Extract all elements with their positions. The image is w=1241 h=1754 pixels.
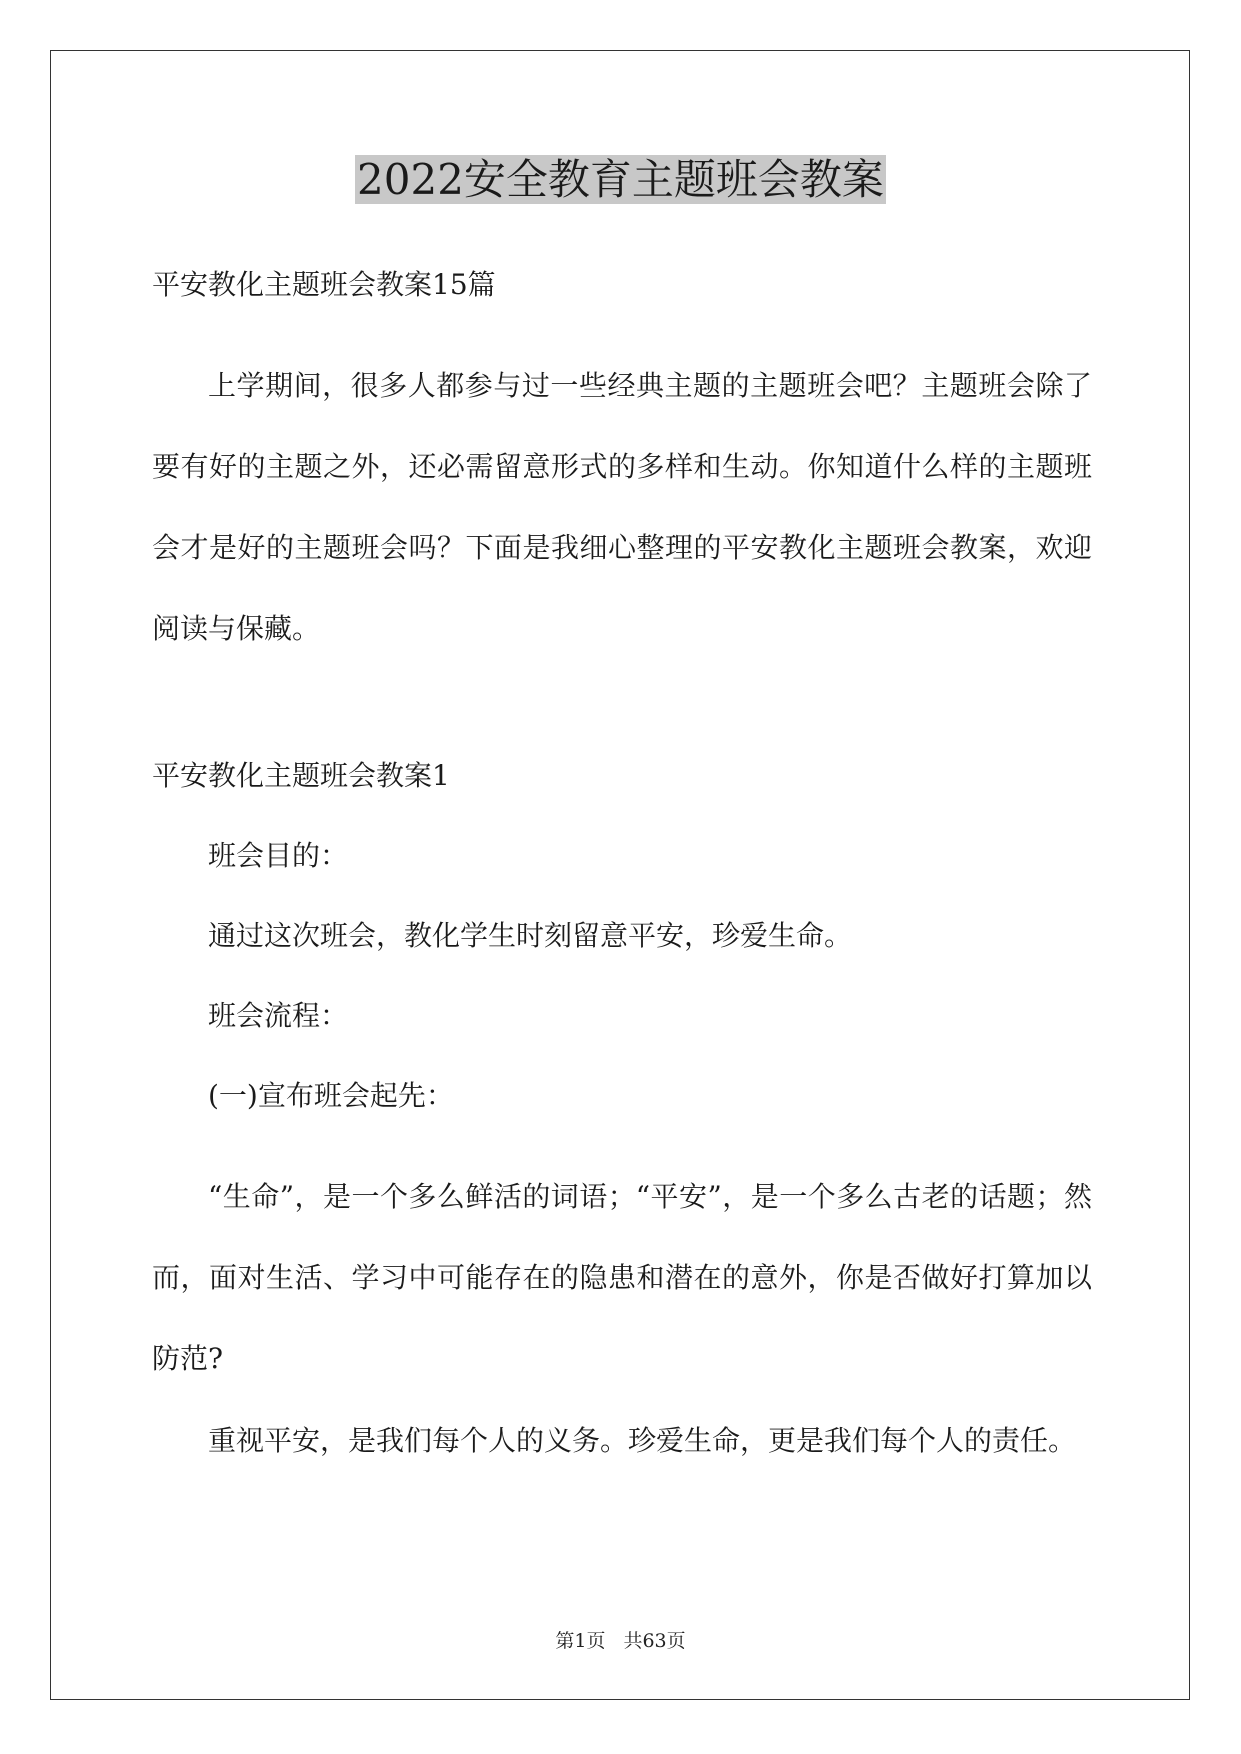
document-title-text: 2022安全教育主题班会教案 [357, 155, 884, 204]
document-subtitle: 平安教化主题班会教案15篇 [152, 268, 496, 301]
paragraph-class-purpose-label: 班会目的： [208, 839, 349, 872]
page-number: 第1页 [555, 1630, 606, 1652]
document-title [0, 152, 1241, 208]
paragraph-class-process-label: 班会流程： [208, 999, 349, 1032]
paragraph-step-one: (一)宣布班会起先： [208, 1079, 454, 1112]
page-footer [0, 1628, 1241, 1654]
section-heading: 平安教化主题班会教案1 [152, 759, 450, 792]
paragraph-life-safety: “生命”，是一个多么鲜活的词语；“平安”，是一个多么古老的话题；然而，面对生活、学习中可能存在的隐患和潜在的意外，你是否做好打算加以防范? [152, 1180, 1092, 1375]
paragraph-class-purpose: 通过这次班会，教化学生时刻留意平安，珍爱生命。 [208, 919, 853, 952]
paragraph-responsibility: 重视平安，是我们每个人的义务。珍爱生命，更是我们每个人的责任。 [208, 1424, 1077, 1457]
page-total: 共63页 [623, 1630, 686, 1652]
intro-paragraph: 上学期间，很多人都参与过一些经典主题的主题班会吧？主题班会除了要有好的主题之外，还必需留意形式的多样和生动。你知道什么样的主题班会才是好的主题班会吗？下面是我细心整理的平安教化主题班会教案，欢迎阅读与保藏。 [152, 369, 1092, 645]
